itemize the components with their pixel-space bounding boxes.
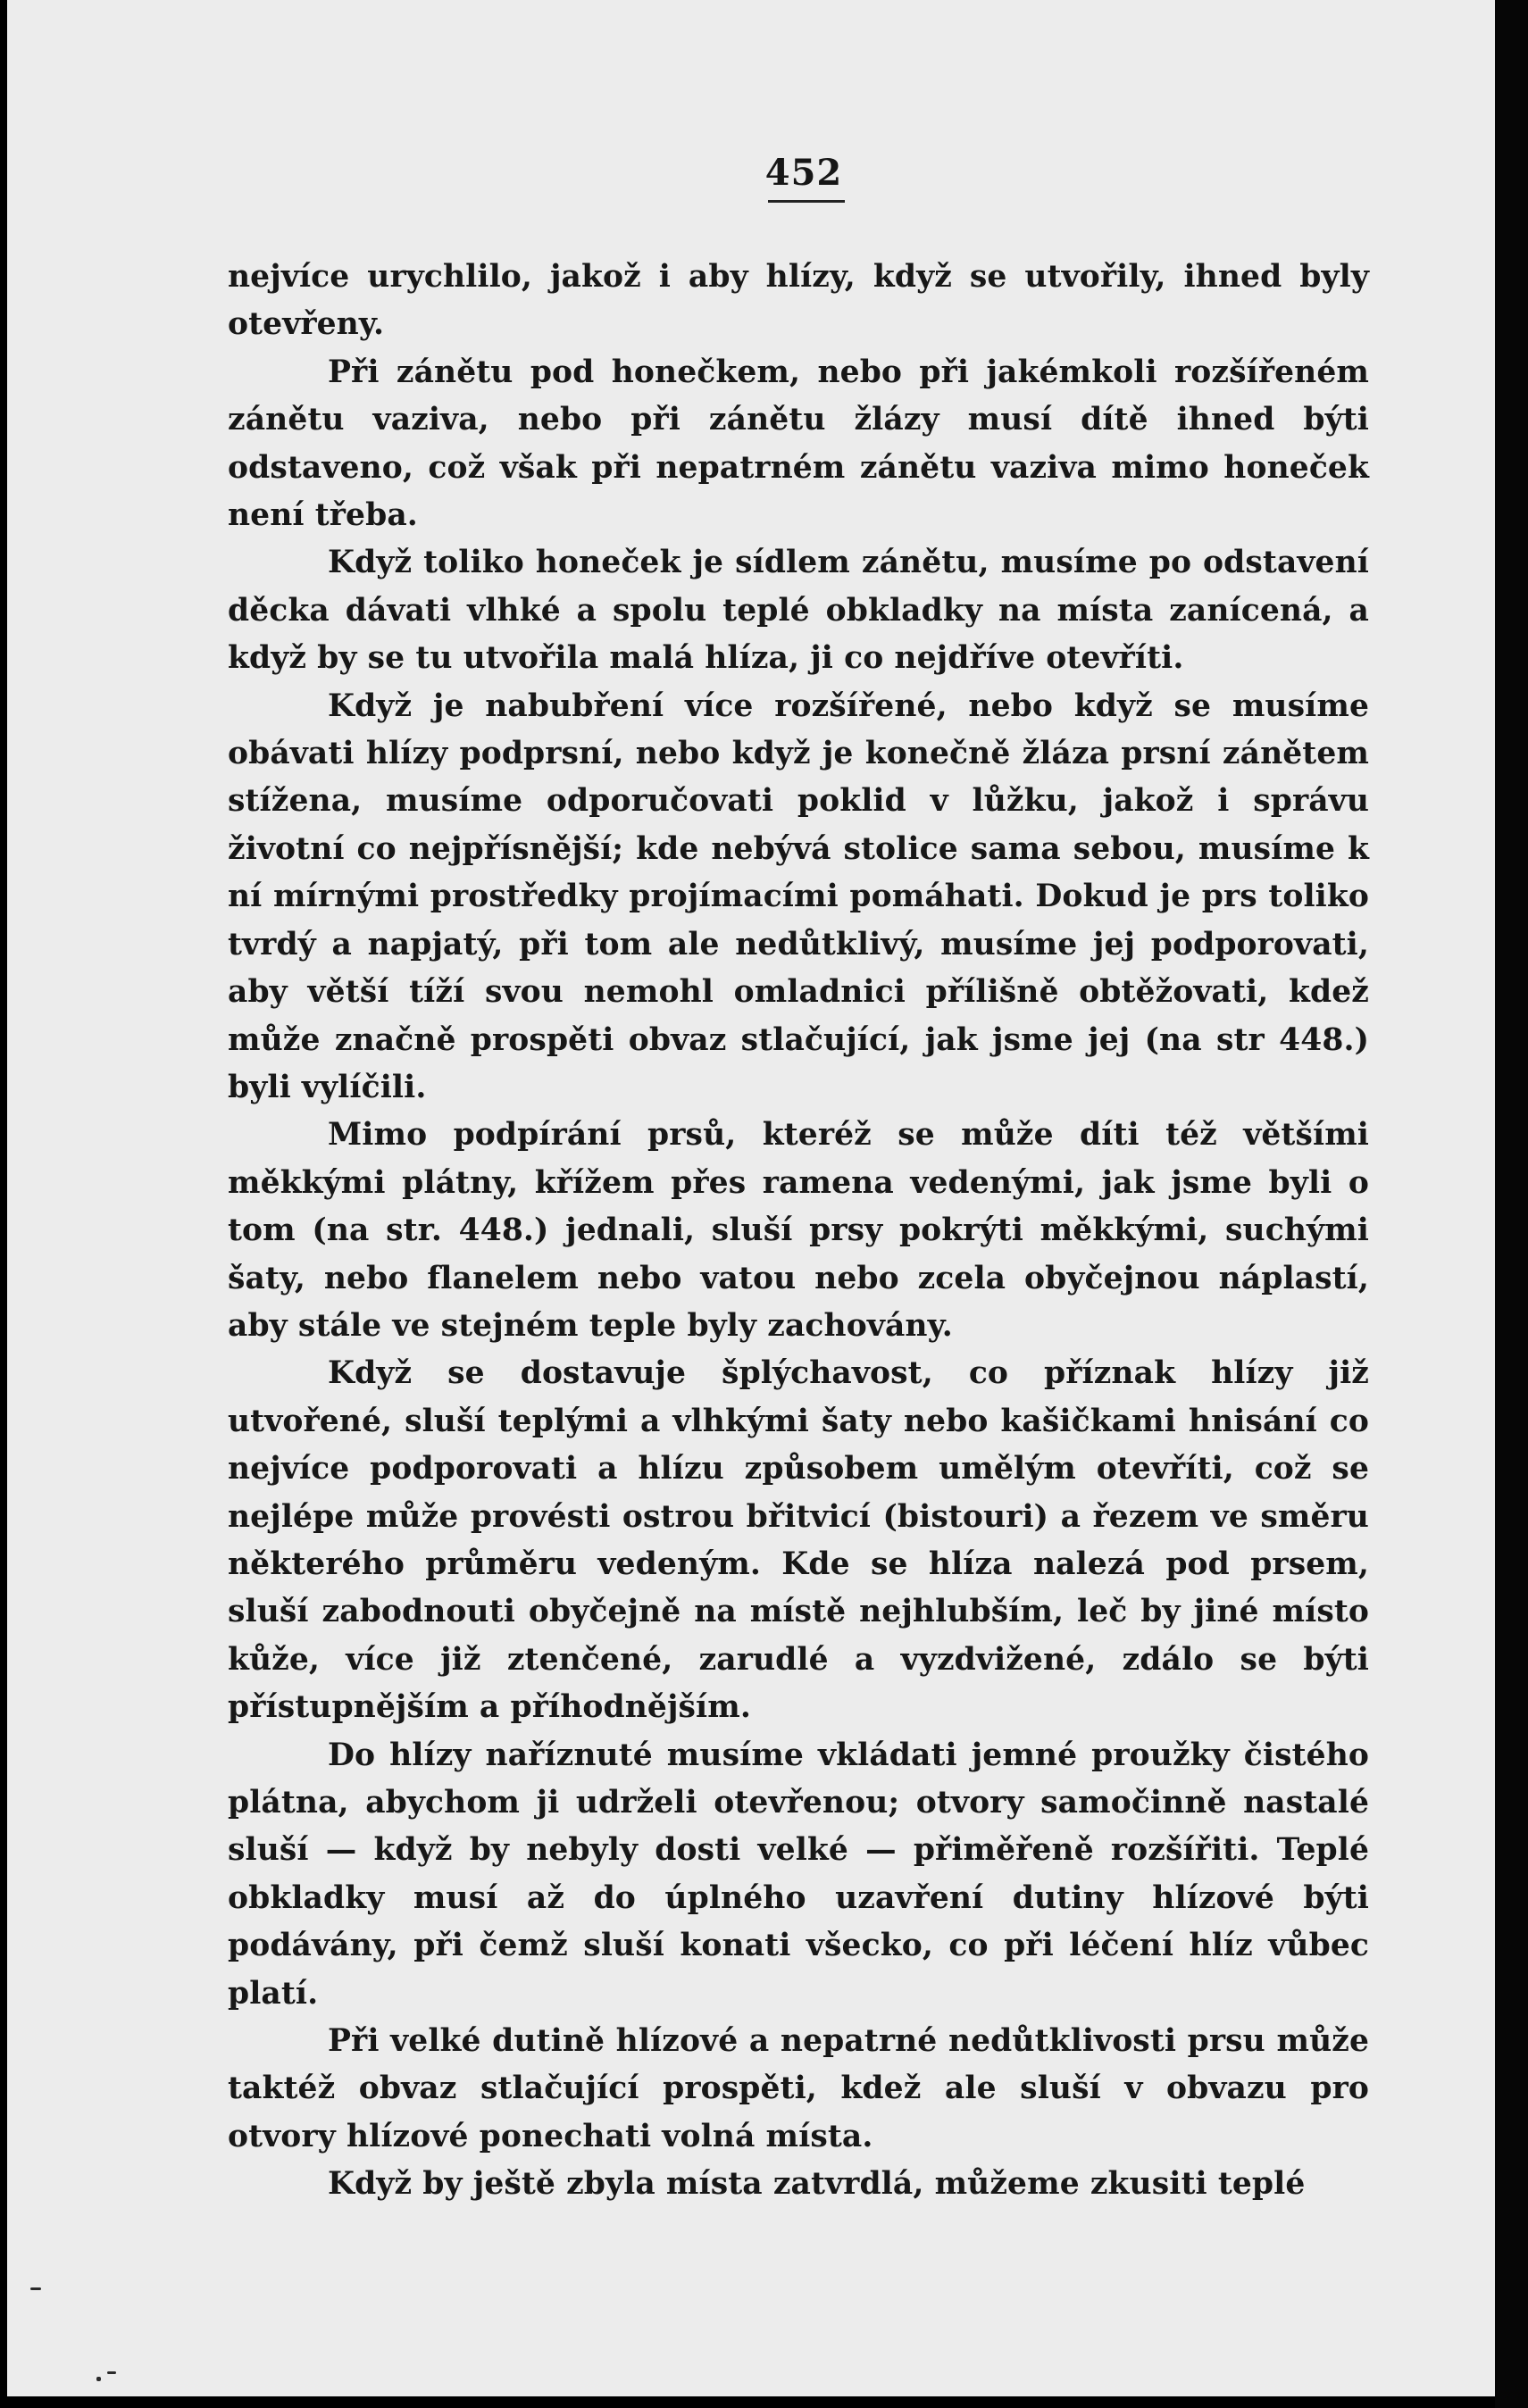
paragraph-continued: nejvíce urychlilo, jakož i aby hlízy, když se utvořily, ihned byly otevřeny. [228,259,1369,343]
paragraph: Když je nabubření více rozšířené, nebo když se musíme obávati hlízy podprsní, nebo když je konečně žláza prsní zánětem stížena, musíme odporučovati poklid v lůžku, jakož i správu životní co nejpřísnější; kde nebývá stolice sama sebou, musíme k ní mírnými prostředky projímacími pomáhati. Dokud je prs toliko tvrdý a napjatý, při tom ale nedůtklivý, musíme jej podporovati, aby větší tíží svou nemohl omladnici přílišně obtěžovati, kdež může značně prospěti obvaz stlačující, jak jsme jej (na str 448.) byli vylíčili. [228,687,1369,1105]
scan-border-right [1495,0,1528,2408]
paragraph: Do hlízy naříznuté musíme vkládati jemné proužky čistého plátna, abychom ji udrželi otevřenou; otvory samočinně nastalé sluší — když by nebyly dosti velké — přiměřeně rozšířiti. Teplé obkladky musí až do úplného uzavření dutiny hlízové býti podávány, při čemž sluší konati všecko, co při léčení hlíz vůbec platí. [228,1737,1369,2012]
paragraph-final-line: Když by ještě zbyla místa zatvrdlá, můžeme zkusiti teplé [328,2166,1306,2203]
scan-speck [30,2287,41,2290]
paragraph: Při zánětu pod honečkem, nebo při jakémkoli rozšířeném zánětu vaziva, nebo při zánětu žlázy musí dítě ihned býti odstaveno, což však při nepatrném zánětu vaziva mimo honeček není třeba. [228,354,1369,534]
scan-speck [96,2377,101,2381]
paragraph: Když toliko honeček je sídlem zánětu, musíme po odstavení děcka dávati vlhké a spolu teplé obkladky na místa zanícená, a když by se tu utvořila malá hlíza, ji co nejdříve otevříti. [228,545,1369,677]
body-text [228,254,1369,2209]
scan-speck [107,2371,116,2374]
paragraph: Když se dostavuje šplýchavost, co příznak hlízy již utvořené, sluší teplými a vlhkými šaty nebo kašičkami hnisání co nejvíce podporovati a hlízu způsobem umělým otevříti, což se nejlépe může provésti ostrou břitvicí (bistouri) a řezem ve směru některého průměru vedeným. Kde se hlíza nalezá pod prsem, sluší zabodnouti obyčejně na místě nejhlubším, leč by jiné místo kůže, více již ztenčené, zarudlé a vyzdvižené, zdálo se býti přístupnějším a příhodnějším. [228,1355,1369,1726]
page-number-underline [768,200,845,203]
page-number: 452 [764,152,843,194]
paragraph: Při velké dutině hlízové a nepatrné nedůtklivosti prsu může taktéž obvaz stlačující prospěti, kdež ale sluší v obvazu pro otvory hlízové ponechati volná místa. [228,2023,1369,2154]
paragraph: Mimo podpírání prsů, kteréž se může díti též většími měkkými plátny, křížem přes ramena vedenými, jak jsme byli o tom (na str. 448.) jednali, sluší prsy pokrýti měkkými, suchými šaty, nebo flanelem nebo vatou nebo zcela obyčejnou náplastí, aby stále ve stejném teple byly zachovány. [228,1117,1369,1344]
